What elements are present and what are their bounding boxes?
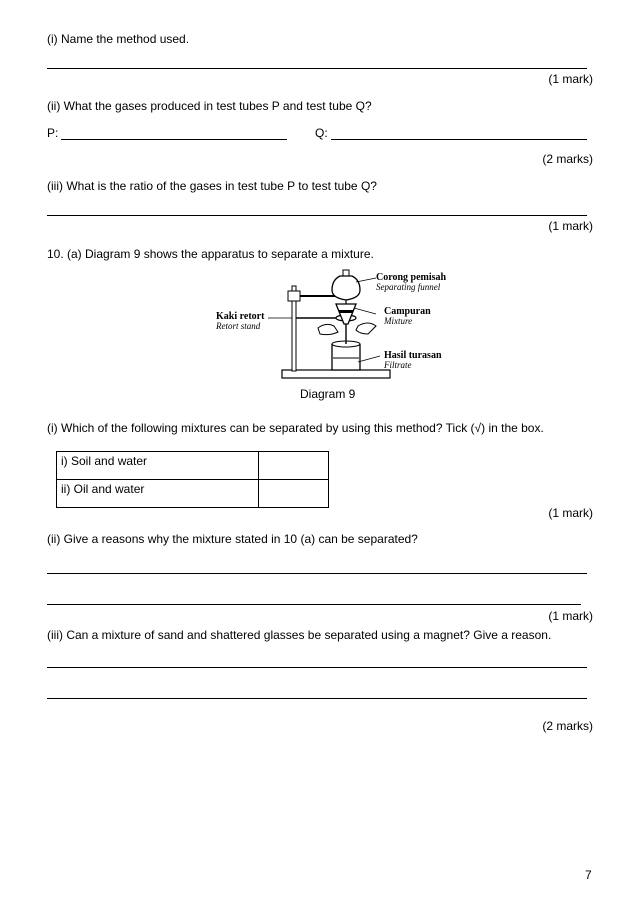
funnel-cone	[336, 304, 356, 324]
q10-iii-mark: (2 marks)	[542, 719, 593, 733]
answer-line[interactable]	[47, 68, 587, 69]
funnel-stopper	[343, 270, 349, 276]
answer-line[interactable]	[47, 667, 587, 668]
q10-ii-mark: (1 mark)	[548, 609, 593, 623]
q9-ii-mark: (2 marks)	[542, 152, 593, 166]
q10-i-mark: (1 mark)	[548, 506, 593, 520]
mixture-options-table	[56, 451, 329, 508]
q9-i-mark: (1 mark)	[548, 72, 593, 86]
q10-i-question: (i) Which of the following mixtures can be separated by using this method? Tick (√) in the box.	[47, 421, 544, 435]
q10-iii-question: (iii) Can a mixture of sand and shattered glasses be separated using a magnet? Give a reason.	[47, 628, 552, 642]
tick-box[interactable]	[259, 452, 329, 480]
q9-ii-question: (ii) What the gases produced in test tubes P and test tube Q?	[47, 99, 372, 113]
label-funnel-malay: Corong pemisah	[376, 272, 447, 283]
option-label: i) Soil and water	[57, 452, 259, 480]
label-filtrate-malay: Hasil turasan	[384, 350, 442, 361]
hand-left	[318, 324, 338, 334]
clamp-boss	[288, 291, 300, 301]
answer-line[interactable]	[47, 215, 587, 216]
diagram-caption: Diagram 9	[300, 387, 356, 401]
q9-iii-question: (iii) What is the ratio of the gases in test tube P to test tube Q?	[47, 179, 377, 193]
table-row	[57, 480, 329, 508]
answer-line-q[interactable]	[331, 139, 587, 140]
funnel-tap	[339, 310, 353, 313]
hand-right	[356, 323, 376, 334]
label-mixture-english: Mixture	[384, 316, 413, 326]
table-row	[57, 452, 329, 480]
separating-funnel-diagram	[208, 266, 448, 386]
tick-box[interactable]	[259, 480, 329, 508]
label-stand-english: Retort stand	[216, 321, 261, 331]
label-stand-malay: Kaki retort	[216, 311, 265, 322]
q9-ii-q-label: Q:	[315, 126, 328, 140]
answer-line[interactable]	[47, 573, 587, 574]
page-number: 7	[585, 868, 592, 882]
label-filtrate-english: Filtrate	[384, 360, 412, 370]
funnel-bulb	[332, 276, 360, 300]
label-mixture-malay: Campuran	[384, 306, 431, 317]
q9-ii-p-label: P:	[47, 126, 59, 140]
answer-line-p[interactable]	[61, 139, 287, 140]
option-label: ii) Oil and water	[57, 480, 259, 508]
answer-line[interactable]	[47, 604, 581, 605]
label-funnel-english: Separating funnel	[376, 282, 441, 292]
q10-ii-question: (ii) Give a reasons why the mixture stated in 10 (a) can be separated?	[47, 532, 418, 546]
answer-line[interactable]	[47, 698, 587, 699]
q9-i-question: (i) Name the method used.	[47, 32, 190, 46]
stand-base	[282, 370, 390, 378]
q10-intro: 10. (a) Diagram 9 shows the apparatus to separate a mixture.	[47, 247, 374, 261]
beaker	[332, 344, 360, 370]
q9-iii-mark: (1 mark)	[548, 219, 593, 233]
